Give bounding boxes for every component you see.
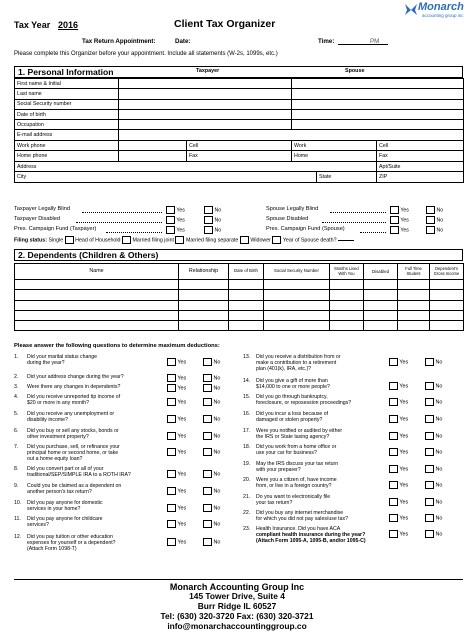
question-no[interactable]: No xyxy=(425,448,442,456)
question-text xyxy=(27,466,131,478)
question-text xyxy=(256,411,328,423)
spouse-field[interactable] xyxy=(292,99,464,109)
tp-blind-no[interactable]: No xyxy=(204,206,221,214)
page-title: Client Tax Organizer xyxy=(174,18,276,30)
taxpayer-field[interactable] xyxy=(119,109,292,119)
question-line: Were you a citizen of, have income xyxy=(256,477,337,483)
col-header: Disabled xyxy=(364,264,398,280)
question-no[interactable]: No xyxy=(425,398,442,406)
spouse-field[interactable] xyxy=(292,79,464,89)
question-yes[interactable]: Yes xyxy=(167,504,186,512)
question-number: 10. xyxy=(14,500,22,506)
question-yes[interactable]: Yes xyxy=(167,487,186,495)
col-header: Months Lived With You xyxy=(330,264,364,280)
time-value: PM xyxy=(370,38,380,45)
logo-name: Monarch xyxy=(418,1,464,13)
address-field[interactable]: Address xyxy=(15,162,377,172)
question-item xyxy=(14,411,164,423)
question-no[interactable]: No xyxy=(425,415,442,423)
question-line: damaged or stolen property? xyxy=(256,417,323,424)
spouse-home-phone[interactable]: Home xyxy=(292,151,377,161)
table-row xyxy=(15,310,464,320)
question-no[interactable]: No xyxy=(203,398,220,406)
question-line: out a home equity loan? xyxy=(27,456,83,463)
question-number: 22. xyxy=(243,510,251,516)
spouse-disabled-label: Spouse Disabled xyxy=(266,216,309,222)
single-label: Single xyxy=(48,237,64,244)
taxpayer-cell[interactable]: Cell xyxy=(187,141,292,151)
question-item xyxy=(14,384,164,390)
question-line: use your car for business? xyxy=(256,450,317,457)
mfs-checkbox[interactable] xyxy=(240,236,249,244)
single-checkbox[interactable] xyxy=(65,236,74,244)
tp-blind-yes[interactable]: Yes xyxy=(166,206,185,214)
zip-field[interactable]: ZIP xyxy=(377,172,464,182)
question-no[interactable]: No xyxy=(203,504,220,512)
question-item xyxy=(243,477,388,489)
question-text xyxy=(27,428,119,440)
question-line: Did you receive a distribution from or xyxy=(256,354,341,360)
question-yes[interactable]: Yes xyxy=(167,374,186,382)
question-text xyxy=(256,510,348,522)
question-line: during the year? xyxy=(27,360,65,367)
question-no[interactable]: No xyxy=(203,384,220,392)
question-item xyxy=(14,428,164,440)
question-item xyxy=(243,444,388,456)
question-no[interactable]: No xyxy=(203,432,220,440)
home-phone-label: Home phone xyxy=(15,151,119,161)
question-text xyxy=(256,378,330,390)
sp-blind-yes[interactable]: Yes xyxy=(390,206,409,214)
taxpayer-campaign-label: Pres. Campaign Fund (Taxpayer) xyxy=(14,226,97,232)
question-line: Did your address change during the year? xyxy=(27,374,124,380)
taxpayer-fax[interactable]: Fax xyxy=(187,151,292,161)
question-text xyxy=(256,394,351,406)
filing-status-label: Filing status: xyxy=(14,237,47,244)
question-no[interactable]: No xyxy=(425,432,442,440)
sp-disabled-yes[interactable]: Yes xyxy=(390,216,409,224)
question-line: May the IRS discuss your tax return xyxy=(256,461,339,467)
question-line: from, or live in a foreign country? xyxy=(256,483,332,490)
hoh-label: Head of Household xyxy=(75,237,121,244)
question-line: the IRS or State taxing agency? xyxy=(256,434,330,441)
question-yes[interactable]: Yes xyxy=(389,448,408,456)
footer-city: Burr Ridge IL 60527 xyxy=(197,601,277,611)
footer-divider xyxy=(14,579,463,580)
table-row xyxy=(15,321,464,331)
taxpayer-disabled-label: Taxpayer Disabled xyxy=(14,216,61,222)
question-no[interactable]: No xyxy=(203,415,220,423)
question-text xyxy=(27,500,103,512)
question-line: expenses for yourself or a dependent? xyxy=(27,540,116,547)
question-yes[interactable]: Yes xyxy=(389,514,408,522)
section-dependents: 2. Dependents (Children & Others) xyxy=(14,249,463,261)
widower-label: Widower xyxy=(250,237,271,244)
question-line: compliant health insurance during the year? xyxy=(256,532,366,539)
question-item xyxy=(14,394,164,406)
question-item xyxy=(14,466,164,478)
row-label: E-mail address xyxy=(15,130,119,140)
address-table xyxy=(14,161,464,183)
question-line: Did you work from a home office or xyxy=(256,444,337,450)
taxpayer-home-phone[interactable] xyxy=(119,151,187,161)
spouse-fax[interactable]: Fax xyxy=(377,151,464,161)
question-item xyxy=(243,411,388,423)
table-row xyxy=(15,300,464,310)
taxpayer-field[interactable] xyxy=(119,99,292,109)
question-line: services? xyxy=(27,522,49,529)
question-line: Did you incur a loss because of xyxy=(256,411,329,417)
table-row xyxy=(15,162,464,172)
question-line: Did you pay tuition or other education xyxy=(27,534,113,540)
question-line: Did you convert part or all of your xyxy=(27,466,104,472)
col-header: Relationship xyxy=(179,264,229,280)
question-yes[interactable]: Yes xyxy=(389,432,408,440)
question-item xyxy=(243,526,388,545)
tp-disabled-no[interactable]: No xyxy=(204,216,221,224)
spouse-blind-label: Spouse Legally Blind xyxy=(266,206,319,212)
question-line: Were there any changes in dependents? xyxy=(27,384,121,390)
question-yes[interactable]: Yes xyxy=(167,538,186,546)
dependents-table xyxy=(14,263,464,331)
hoh-checkbox[interactable] xyxy=(122,236,131,244)
table-row xyxy=(15,290,464,300)
mfj-label: Married filing joint xyxy=(132,237,174,244)
sp-blind-no[interactable]: No xyxy=(426,206,443,214)
question-item xyxy=(14,374,164,380)
question-line: Could you be claimed as a dependent on xyxy=(27,483,122,489)
mfs-label: Married filing separate xyxy=(185,237,239,244)
question-line: Do you want to electronically file xyxy=(256,494,331,500)
question-line: foreclosure, or reposession proceedings? xyxy=(256,400,352,407)
taxpayer-column-header: Taxpayer xyxy=(196,68,220,74)
question-item xyxy=(14,534,164,553)
question-item xyxy=(243,378,388,390)
question-line: Did you receive unreported tip income of xyxy=(27,394,121,400)
company-logo xyxy=(404,1,468,21)
question-line: Health Insurance. Did you have ACA xyxy=(256,526,341,532)
col-header: Name xyxy=(15,264,179,280)
email-field[interactable] xyxy=(119,130,464,140)
question-text xyxy=(256,526,366,545)
question-line: Did you purchase, sell, or refinance your xyxy=(27,444,120,450)
question-no[interactable]: No xyxy=(203,520,220,528)
question-line: with your preparer? xyxy=(256,467,301,474)
spouse-column-header: Spouse xyxy=(345,68,365,74)
questions-intro: Please answer the following questions to determine maximum deductions: xyxy=(14,343,220,349)
question-yes[interactable]: Yes xyxy=(389,498,408,506)
question-text xyxy=(27,374,124,380)
question-yes[interactable]: Yes xyxy=(389,398,408,406)
tp-campaign-no[interactable]: No xyxy=(204,226,221,234)
table-row xyxy=(15,109,464,119)
question-line: Did you give a gift of more than xyxy=(256,378,328,384)
question-no[interactable]: No xyxy=(425,481,442,489)
row-label: Last name xyxy=(15,89,119,99)
question-yes[interactable]: Yes xyxy=(389,415,408,423)
question-number: 19. xyxy=(243,461,251,467)
question-no[interactable]: No xyxy=(425,514,442,522)
question-line: Were you notified or audited by either xyxy=(256,428,343,434)
question-line: (Attach Form 1095-A, 1095-B, and/or 1095-C) xyxy=(256,538,366,545)
butterfly-icon xyxy=(404,3,418,17)
footer-email[interactable]: info@monarchaccountinggroup.co xyxy=(167,621,307,631)
filing-status-row xyxy=(14,236,354,244)
tp-campaign-yes[interactable]: Yes xyxy=(166,226,185,234)
question-text xyxy=(256,444,336,456)
personal-info-table xyxy=(14,78,464,141)
question-line: Did you pay anyone for domestic xyxy=(27,500,103,506)
question-number: 21. xyxy=(243,494,251,500)
table-row xyxy=(15,99,464,109)
spouse-death-field[interactable] xyxy=(338,240,354,241)
question-item xyxy=(243,428,388,440)
question-yes[interactable]: Yes xyxy=(389,358,408,366)
spouse-field[interactable] xyxy=(292,120,464,130)
question-line: Did you receive any unemployment or xyxy=(27,411,115,417)
question-yes[interactable]: Yes xyxy=(167,432,186,440)
question-item xyxy=(243,510,388,522)
question-line: services in your home? xyxy=(27,506,81,513)
question-line: $14,000 to one or more people? xyxy=(256,384,330,391)
taxpayer-work-phone[interactable] xyxy=(119,141,187,151)
taxpayer-blind-label: Taxpayer Legally Blind xyxy=(14,206,70,212)
question-yes[interactable]: Yes xyxy=(167,358,186,366)
question-number: 20. xyxy=(243,477,251,483)
question-line: (Attach Form 1098-T) xyxy=(27,546,77,553)
table-row xyxy=(15,120,464,130)
question-line: Did you pay anyone for childcare xyxy=(27,516,103,522)
logo-subtitle: accounting group inc xyxy=(422,13,464,18)
question-number: 17. xyxy=(243,428,251,434)
spouse-cell[interactable]: Cell xyxy=(377,141,464,151)
question-yes[interactable]: Yes xyxy=(389,465,408,473)
question-number: 16. xyxy=(243,411,251,417)
taxpayer-field[interactable] xyxy=(119,120,292,130)
question-item xyxy=(14,354,164,366)
question-yes[interactable]: Yes xyxy=(167,384,186,392)
col-header: Social Security Number xyxy=(264,264,330,280)
table-row xyxy=(15,130,464,140)
time-label: Time: xyxy=(318,38,335,45)
question-number: 2. xyxy=(14,374,19,380)
section-personal-info: 1. Personal Information xyxy=(14,66,463,78)
question-yes[interactable]: Yes xyxy=(389,481,408,489)
question-text xyxy=(256,428,342,440)
question-yes[interactable]: Yes xyxy=(167,520,186,528)
question-text xyxy=(256,461,338,473)
question-no[interactable]: No xyxy=(203,358,220,366)
question-line: disability income? xyxy=(27,417,68,424)
question-no[interactable]: No xyxy=(203,374,220,382)
question-number: 15. xyxy=(243,394,251,400)
question-text xyxy=(27,384,120,390)
question-no[interactable]: No xyxy=(203,538,220,546)
question-yes[interactable]: Yes xyxy=(167,470,186,478)
question-text xyxy=(256,477,337,489)
question-yes[interactable]: Yes xyxy=(167,398,186,406)
question-item xyxy=(243,394,388,406)
question-line: Did you buy or sell any stocks, bonds or xyxy=(27,428,119,434)
question-line: Did you buy any internet merchandise xyxy=(256,510,344,516)
date-label: Date: xyxy=(175,38,191,45)
sp-campaign-yes[interactable]: Yes xyxy=(390,226,409,234)
question-number: 6. xyxy=(14,428,19,434)
spouse-campaign-label: Pres. Campaign Fund (Spouse) xyxy=(266,226,345,232)
question-text xyxy=(27,516,103,528)
tax-year-value[interactable]: 2016 xyxy=(58,20,79,30)
state-field[interactable]: State xyxy=(317,172,377,182)
table-row xyxy=(15,151,464,161)
apt-field[interactable]: Apt/Suite xyxy=(377,162,464,172)
question-no[interactable]: No xyxy=(203,448,220,456)
work-phone-label: Work phone xyxy=(15,141,119,151)
question-number: 18. xyxy=(243,444,251,450)
question-text xyxy=(27,534,116,553)
question-line: principal home or second home, or take xyxy=(27,450,119,457)
question-line: other investment property? xyxy=(27,434,89,441)
taxpayer-field[interactable] xyxy=(119,89,292,99)
question-number: 1. xyxy=(14,354,19,360)
question-no[interactable]: No xyxy=(425,498,442,506)
sp-disabled-no[interactable]: No xyxy=(426,216,443,224)
row-label: Date of birth xyxy=(15,109,119,119)
table-row xyxy=(15,141,464,151)
col-header: Full Time Student xyxy=(398,264,430,280)
question-line: Did you go through bankruptcy, xyxy=(256,394,328,400)
phone-table xyxy=(14,140,464,162)
question-no[interactable]: No xyxy=(203,470,220,478)
appointment-label: Tax Return Appointment: xyxy=(82,38,156,45)
table-row xyxy=(15,280,464,290)
table-row xyxy=(15,79,464,89)
col-header: Dependent's Gross Income xyxy=(430,264,464,280)
footer-company: Monarch Accounting Group Inc xyxy=(169,582,305,592)
question-no[interactable]: No xyxy=(425,465,442,473)
spouse-work-phone[interactable]: Work xyxy=(292,141,377,151)
question-line: plan (401(k), IRA, etc.)? xyxy=(256,366,312,373)
question-no[interactable]: No xyxy=(425,358,442,366)
row-label: Occupation xyxy=(15,120,119,130)
question-text xyxy=(256,494,330,506)
col-header: Date of Birth xyxy=(229,264,264,280)
question-line: $20 or more in any month? xyxy=(27,400,89,407)
time-field[interactable] xyxy=(338,44,388,45)
question-number: 23. xyxy=(243,526,251,532)
question-text xyxy=(256,354,340,373)
question-yes[interactable]: Yes xyxy=(389,530,408,538)
question-yes[interactable]: Yes xyxy=(167,415,186,423)
question-text xyxy=(27,483,121,495)
question-number: 13. xyxy=(243,354,251,360)
question-number: 7. xyxy=(14,444,19,450)
question-number: 9. xyxy=(14,483,19,489)
question-line: another person's tax return? xyxy=(27,489,92,496)
question-item xyxy=(243,461,388,473)
question-item xyxy=(14,516,164,528)
question-text xyxy=(27,394,120,406)
question-number: 11. xyxy=(14,516,21,522)
question-line: your tax return? xyxy=(256,500,293,507)
spouse-field[interactable] xyxy=(292,89,464,99)
question-line: Did your marital status change xyxy=(27,354,98,360)
question-yes[interactable]: Yes xyxy=(389,382,408,390)
question-item xyxy=(14,500,164,512)
row-label: First name & Initial xyxy=(15,79,119,89)
question-no[interactable]: No xyxy=(425,382,442,390)
question-text xyxy=(27,354,97,366)
widower-checkbox[interactable] xyxy=(272,236,281,244)
question-item xyxy=(14,444,164,463)
table-row xyxy=(15,89,464,99)
tp-disabled-yes[interactable]: Yes xyxy=(166,216,185,224)
question-no[interactable]: No xyxy=(425,530,442,538)
question-number: 3. xyxy=(14,384,19,390)
spouse-field[interactable] xyxy=(292,109,464,119)
question-line: traditional/SEP/SIMPLE IRA to a ROTH IRA? xyxy=(27,472,131,479)
question-line: for which you did not pay sales/use tax? xyxy=(256,516,348,523)
city-field[interactable]: City xyxy=(15,172,317,182)
table-row xyxy=(15,172,464,182)
question-number: 5. xyxy=(14,411,19,417)
sp-campaign-no[interactable]: No xyxy=(426,226,443,234)
question-item xyxy=(14,483,164,495)
question-item xyxy=(243,354,388,373)
footer-phones: Tel: (630) 320-3720 Fax: (630) 320-3721 xyxy=(160,611,314,621)
taxpayer-field[interactable] xyxy=(119,79,292,89)
footer-street: 145 Tower Drive, Suite 4 xyxy=(189,591,285,601)
question-number: 12. xyxy=(14,534,22,540)
table-header-row xyxy=(15,264,464,280)
instructions: Please complete this Organizer before your appointment. Include all statements (W-2s, 1099s, etc.) xyxy=(14,51,278,57)
row-label: Social Security number xyxy=(15,99,119,109)
mfj-checkbox[interactable] xyxy=(175,236,184,244)
tax-year-label: Tax Year xyxy=(14,20,51,30)
question-text xyxy=(27,411,114,423)
question-text xyxy=(27,444,120,463)
question-item xyxy=(243,494,388,506)
question-number: 4. xyxy=(14,394,19,400)
spouse-death-label: Year of Spouse death? xyxy=(282,237,337,244)
question-number: 14. xyxy=(243,378,251,384)
question-no[interactable]: No xyxy=(203,487,220,495)
question-number: 8. xyxy=(14,466,19,472)
question-yes[interactable]: Yes xyxy=(167,448,186,456)
question-line: make a contribution to a retirement xyxy=(256,360,337,367)
